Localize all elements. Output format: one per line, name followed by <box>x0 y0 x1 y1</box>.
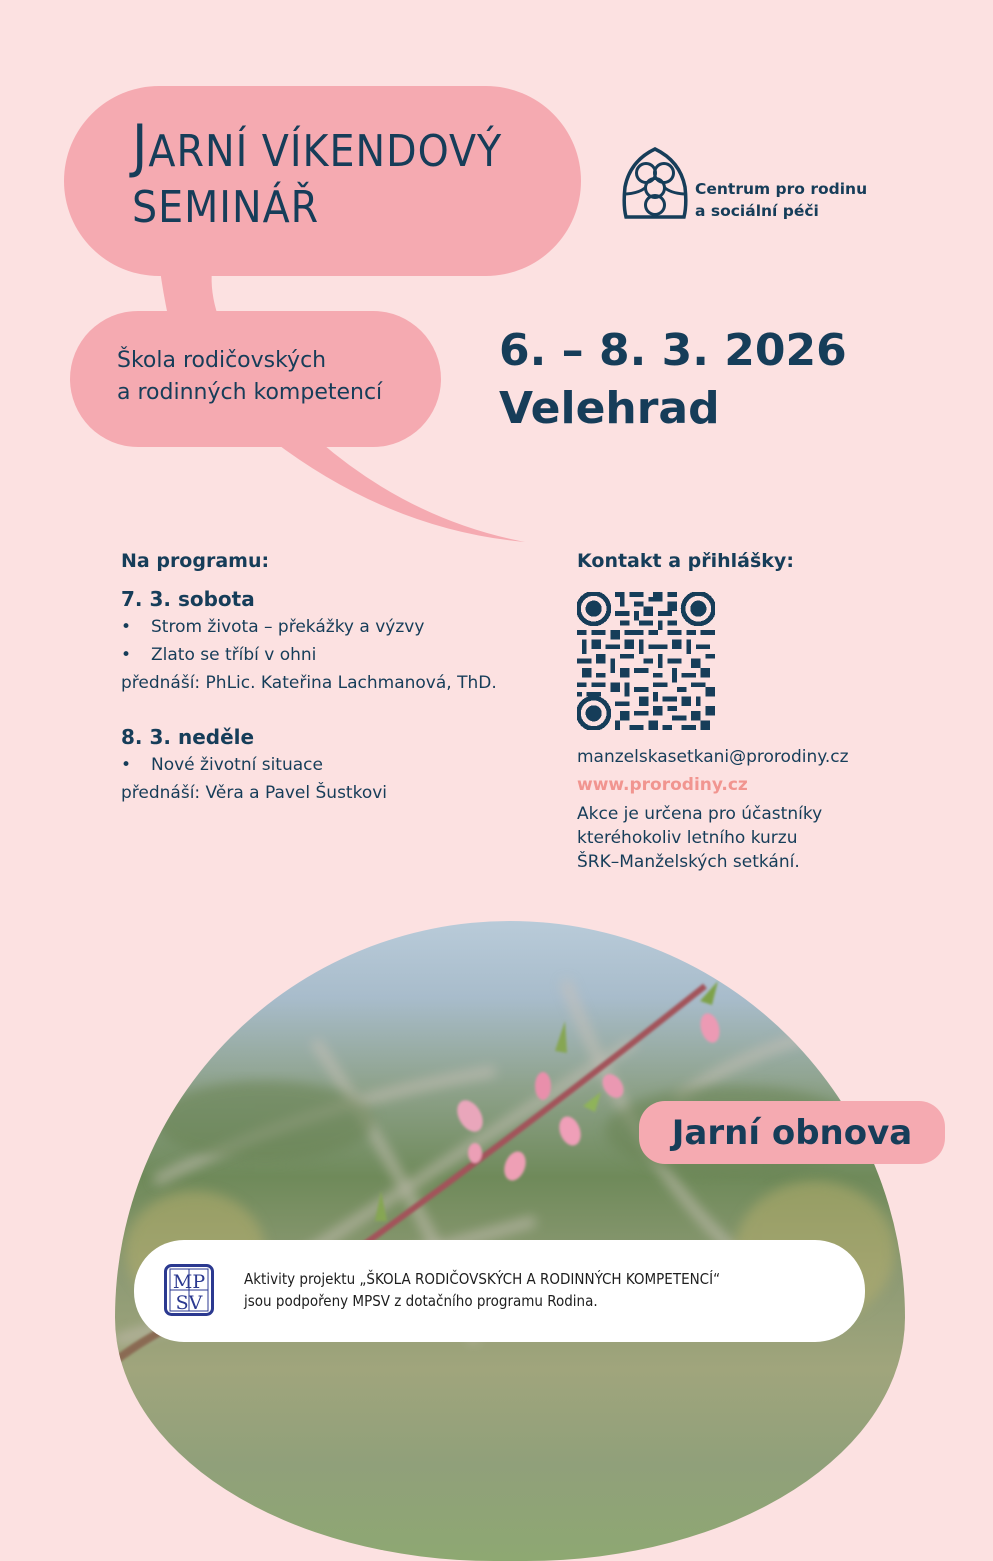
program-item: • Zlato se tříbí v ohni <box>121 641 551 669</box>
mpsv-logo-icon <box>164 1264 214 1316</box>
event-place: Velehrad <box>499 383 720 434</box>
speech-bubble-tails <box>0 0 993 560</box>
contact-section <box>577 546 897 874</box>
program-lecturer: přednáší: PhLic. Kateřina Lachmanová, ThD. <box>121 673 497 693</box>
program-day-items <box>121 613 551 669</box>
website-link[interactable]: www.prorodiny.cz <box>577 775 748 795</box>
program-day-label: 7. 3. sobota <box>121 587 255 611</box>
qr-code-icon[interactable] <box>577 592 715 730</box>
program-lecturer: přednáší: Věra a Pavel Šustkovi <box>121 783 388 803</box>
program-day-items <box>121 751 551 779</box>
program-item: • Nové životní situace <box>121 751 551 779</box>
organizer-name: Centrum pro rodinu a sociální péči <box>695 180 868 220</box>
page-title: JARNÍ VÍKENDOVÝ SEMINÁŘ <box>132 112 503 233</box>
subtitle: Škola rodičovských a rodinných kompetencí <box>117 348 383 405</box>
sponsor-text: Aktivity projektu „ŠKOLA RODIČOVSKÝCH A RODINNÝCH KOMPETENCÍ“ jsou podpořeny MPSV z dotačního programu Rodina. <box>244 1270 721 1310</box>
svg-text:MP: MP <box>172 1271 206 1293</box>
contact-heading: Kontakt a přihlášky: <box>577 550 794 572</box>
eligibility-note: Akce je určena pro účastníky kteréhokoliv letního kurzu ŠRK–Manželských setkání. <box>577 804 823 872</box>
program-heading: Na programu: <box>121 550 270 572</box>
event-dates: 6. – 8. 3. 2026 <box>499 325 847 376</box>
program-item: • Strom života – překážky a výzvy <box>121 613 551 641</box>
contact-email[interactable]: manzelskasetkani@prorodiny.cz <box>577 747 849 767</box>
church-window-family-icon <box>622 147 688 219</box>
svg-text:SV: SV <box>175 1292 203 1314</box>
program-day-label: 8. 3. neděle <box>121 725 255 749</box>
spring-renewal-badge: Jarní obnova <box>639 1101 945 1164</box>
program-section <box>121 546 551 807</box>
event-date-place <box>499 322 847 438</box>
